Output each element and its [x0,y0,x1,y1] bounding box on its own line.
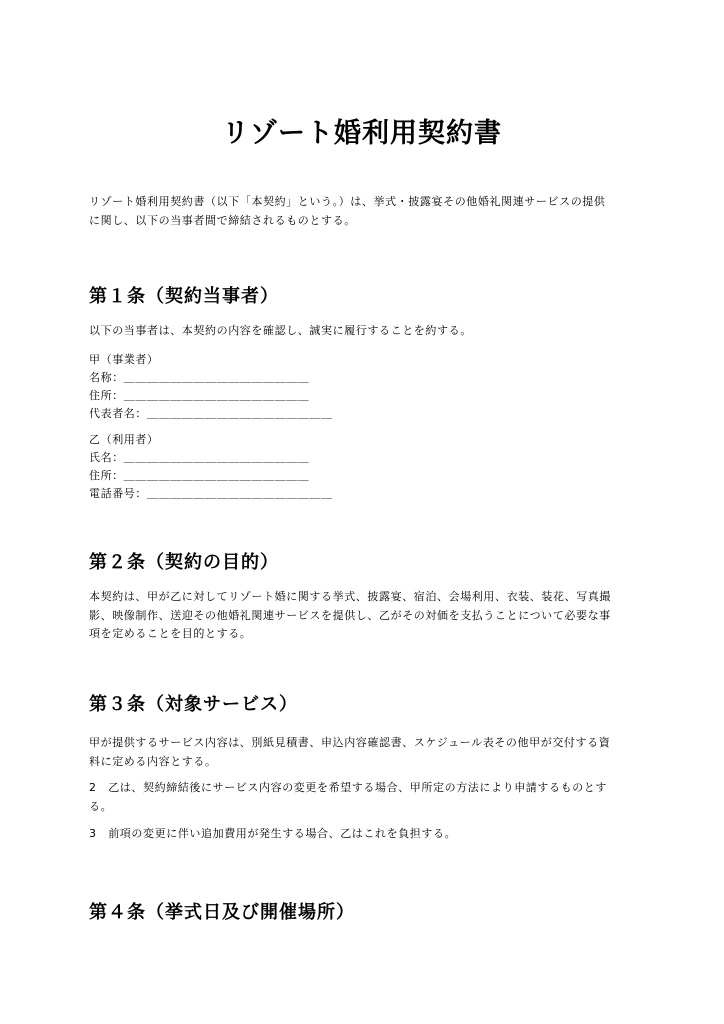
party-a-block [89,351,333,423]
party-a-address-field: 住所：＿＿＿＿＿＿＿＿＿＿＿＿＿＿＿＿ [89,389,310,402]
article4-heading: 第４条（挙式日及び開催場所） [89,902,355,923]
article3-line: る。 [89,799,113,813]
party-a-representative-field: 代表者名：＿＿＿＿＿＿＿＿＿＿＿＿＿＿＿＿ [89,407,333,420]
party-a-name-field: 名称：＿＿＿＿＿＿＿＿＿＿＿＿＿＿＿＿ [89,371,310,384]
article3-line: 3 前項の変更に伴い追加費用が発生する場合、乙はこれを負担する。 [89,827,457,840]
article3-line: 甲が提供するサービス内容は、別紙見積書、申込内容確認書、スケジュール表その他甲が交付する資 [89,736,611,749]
intro-paragraph [89,193,639,230]
article3-paragraph-3 [89,825,639,844]
party-a-label: 甲（事業者） [89,353,159,366]
article3-heading: 第３条（対象サービス） [89,694,298,715]
article3-paragraph-2 [89,779,639,816]
intro-line: リゾート婚利用契約書（以下「本契約」という。）は、挙式・披露宴その他婚礼関連サービスの提供 [89,195,606,208]
intro-line: に関し、以下の当事者間で締結されるものとする。 [89,213,356,227]
article3-line: 料に定める内容とする。 [89,754,217,768]
article1-heading: 第１条（契約当事者） [89,286,279,307]
party-b-name-field: 氏名：＿＿＿＿＿＿＿＿＿＿＿＿＿＿＿＿ [89,451,310,464]
party-b-phone-field: 電話番号：＿＿＿＿＿＿＿＿＿＿＿＿＿＿＿＿ [89,487,333,500]
article3-paragraph-1 [89,734,639,771]
article2-line: 本契約は、甲が乙に対してリゾート婚に関する挙式、披露宴、宿泊、会場利用、衣装、装花、写真撮 [89,590,611,603]
party-b-label: 乙（利用者） [89,433,159,446]
article1-text: 以下の当事者は、本契約の内容を確認し、誠実に履行することを約する。 [89,324,472,337]
party-b-block [89,431,333,503]
article2-heading: 第２条（契約の目的） [89,552,279,573]
article2-line: 項を定めることを目的とする。 [89,627,252,640]
article2-paragraph [89,588,639,644]
article2-line: 影、映像制作、送迎その他婚礼関連サービスを提供し、乙がその対価を支払うことについて必要な事 [89,608,611,622]
document-title: リゾート婚利用契約書 [222,118,502,149]
article3-line: 2 乙は、契約締結後にサービス内容の変更を希望する場合、甲所定の方法により申請するものとす [89,781,607,794]
party-b-address-field: 住所：＿＿＿＿＿＿＿＿＿＿＿＿＿＿＿＿ [89,469,310,482]
